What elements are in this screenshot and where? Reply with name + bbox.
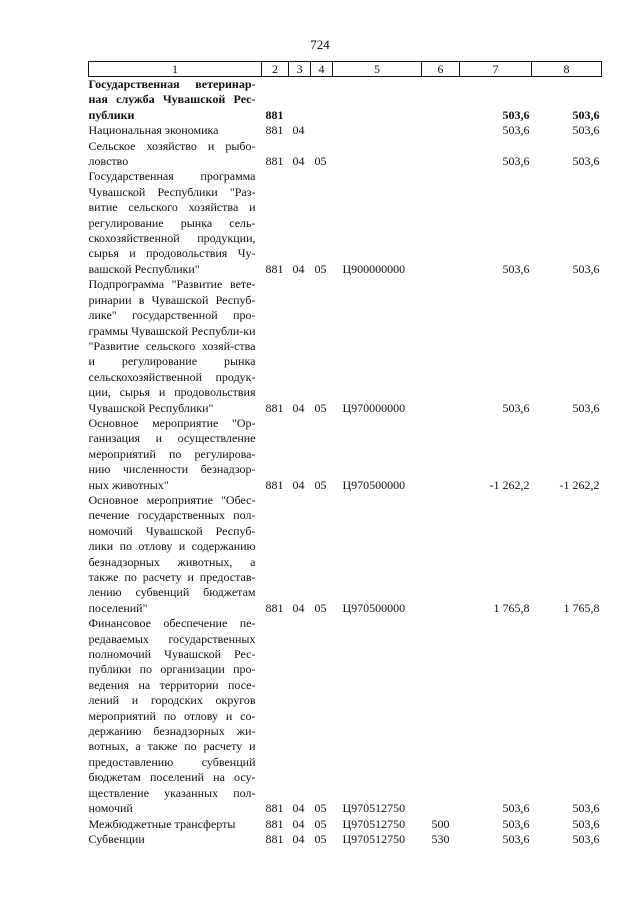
- header-col-6: 6: [422, 62, 460, 77]
- row-name: Государственная ветеринар-ная служба Чувашской Рес-публики: [88, 77, 256, 122]
- row-col-2: 881: [265, 831, 284, 846]
- row-col-5: Ц970000000: [342, 400, 406, 415]
- row-col-5: Ц970512750: [342, 816, 406, 831]
- row-col-7: 503,6: [502, 154, 530, 169]
- row-name: Сельское хозяйство и рыбо-ловство: [88, 138, 256, 169]
- header-col-5: 5: [333, 62, 422, 77]
- row-col-6: [422, 123, 460, 138]
- row-col-5: [333, 77, 422, 124]
- row-col-5: [333, 123, 422, 138]
- row-col-8: 1 765,8: [563, 600, 600, 615]
- header-col-1: 1: [89, 62, 262, 77]
- row-col-4: 05: [314, 831, 327, 846]
- row-name: Финансовое обеспечение пе-редаваемых государственных полномочий Чувашской Рес-публики по организации про-ведения на территории посе-лений и городских округов мероприятий по отлову и со-держанию безнадзорных жи-вотных, а также по расчету и предоставлению субвенций бюджетам поселений на осу-ществление указанных пол-номочий: [88, 616, 256, 816]
- row-col-8: 503,6: [572, 261, 600, 276]
- row-col-8: 503,6: [572, 154, 600, 169]
- row-col-8: 503,6: [572, 400, 600, 415]
- row-col-4: [311, 77, 333, 124]
- row-col-4: 05: [314, 816, 327, 831]
- row-col-7: 503,6: [502, 831, 530, 846]
- row-col-2: 881: [265, 801, 284, 816]
- row-name: Национальная экономика: [88, 123, 219, 138]
- row-col-7: 503,6: [502, 261, 530, 276]
- row-col-3: 04: [292, 477, 305, 492]
- row-col-3: 04: [292, 400, 305, 415]
- row-col-4: 05: [314, 600, 327, 615]
- table-row: [89, 817, 602, 832]
- table-row: [89, 169, 602, 277]
- row-name: Субвенции: [88, 831, 145, 846]
- row-col-6: [422, 169, 460, 277]
- row-col-6: [422, 277, 460, 416]
- row-col-7: 503,6: [502, 123, 530, 138]
- table-row: [89, 616, 602, 816]
- row-col-2: 881: [265, 107, 284, 122]
- row-col-3: [289, 77, 311, 124]
- header-col-2: 2: [262, 62, 289, 77]
- table-row: [89, 139, 602, 170]
- row-col-2: 881: [265, 154, 284, 169]
- row-col-2: 881: [265, 477, 284, 492]
- row-col-4: 05: [314, 477, 327, 492]
- row-col-8: -1 262,2: [559, 477, 600, 492]
- table-row: [89, 123, 602, 138]
- row-name: Государственная программа Чувашской Республики "Раз-витие сельского хозяйства и регулирование рынка сель-скохозяйственной продукции, сырья и продовольствия Чу-вашской Республики": [88, 169, 256, 276]
- row-col-4: 05: [314, 154, 327, 169]
- row-col-4: [311, 123, 333, 138]
- row-col-5: [333, 139, 422, 170]
- table-row: [89, 77, 602, 124]
- row-col-5: Ц970512750: [342, 831, 406, 846]
- row-col-3: 04: [292, 816, 305, 831]
- row-col-2: 881: [265, 600, 284, 615]
- budget-table: [88, 61, 602, 847]
- row-name: Основное мероприятие "Ор-ганизация и осуществление мероприятий по регулирова-нию численности безнадзор-ных животных": [88, 415, 256, 492]
- row-col-3: 04: [292, 831, 305, 846]
- row-col-8: 503,6: [572, 107, 600, 122]
- row-col-6: 500: [431, 816, 450, 831]
- row-col-7: 503,6: [502, 816, 530, 831]
- row-col-4: 05: [314, 400, 327, 415]
- row-col-6: [422, 416, 460, 493]
- header-col-8: 8: [532, 62, 602, 77]
- table-header-row: [89, 62, 602, 77]
- row-name: Межбюджетные трансферты: [88, 816, 236, 831]
- header-col-3: 3: [289, 62, 311, 77]
- row-col-8: 503,6: [572, 801, 600, 816]
- row-col-2: 881: [265, 123, 284, 138]
- row-col-2: 881: [265, 816, 284, 831]
- row-col-5: Ц970512750: [342, 801, 406, 816]
- row-col-6: [422, 493, 460, 616]
- row-col-3: 04: [292, 600, 305, 615]
- row-col-3: 04: [292, 123, 305, 138]
- row-col-2: 881: [265, 400, 284, 415]
- row-col-6: [422, 616, 460, 816]
- row-col-7: 1 765,8: [493, 600, 530, 615]
- page-number: 724: [310, 37, 330, 52]
- table-row: [89, 416, 602, 493]
- row-name: Подпрограмма "Развитие вете-ринарии в Чувашской Респуб-лике" государственной про-граммы Чувашской Республи-ки "Развитие сельского хозяй-ства и регулирование рынка сельскохозяйственной продук-ции, сырья и продовольствия Чувашской Республики": [88, 277, 256, 415]
- row-col-8: 503,6: [572, 123, 600, 138]
- row-col-7: -1 262,2: [489, 477, 530, 492]
- row-col-3: 04: [292, 801, 305, 816]
- row-col-3: 04: [292, 261, 305, 276]
- row-col-4: 05: [314, 801, 327, 816]
- row-col-5: Ц900000000: [342, 261, 406, 276]
- row-col-4: 05: [314, 261, 327, 276]
- row-col-2: 881: [265, 261, 284, 276]
- table-row: [89, 832, 602, 847]
- row-col-6: [422, 77, 460, 124]
- row-col-6: 530: [431, 831, 450, 846]
- row-col-8: 503,6: [572, 831, 600, 846]
- row-col-8: 503,6: [572, 816, 600, 831]
- row-col-5: Ц970500000: [342, 477, 406, 492]
- header-col-7: 7: [460, 62, 532, 77]
- row-col-3: 04: [292, 154, 305, 169]
- row-col-7: 503,6: [502, 400, 530, 415]
- row-col-6: [422, 139, 460, 170]
- header-col-4: 4: [311, 62, 333, 77]
- row-col-7: 503,6: [502, 107, 530, 122]
- row-col-7: 503,6: [502, 801, 530, 816]
- row-col-5: Ц970500000: [342, 600, 406, 615]
- table-row: [89, 493, 602, 616]
- row-name: Основное мероприятие "Обес-печение государственных пол-номочий Чувашской Респуб-лики по отлову и содержанию безнадзорных животных, а также по расчету и предостав-лению субвенций бюджетам поселений": [88, 492, 256, 615]
- table-row: [89, 277, 602, 416]
